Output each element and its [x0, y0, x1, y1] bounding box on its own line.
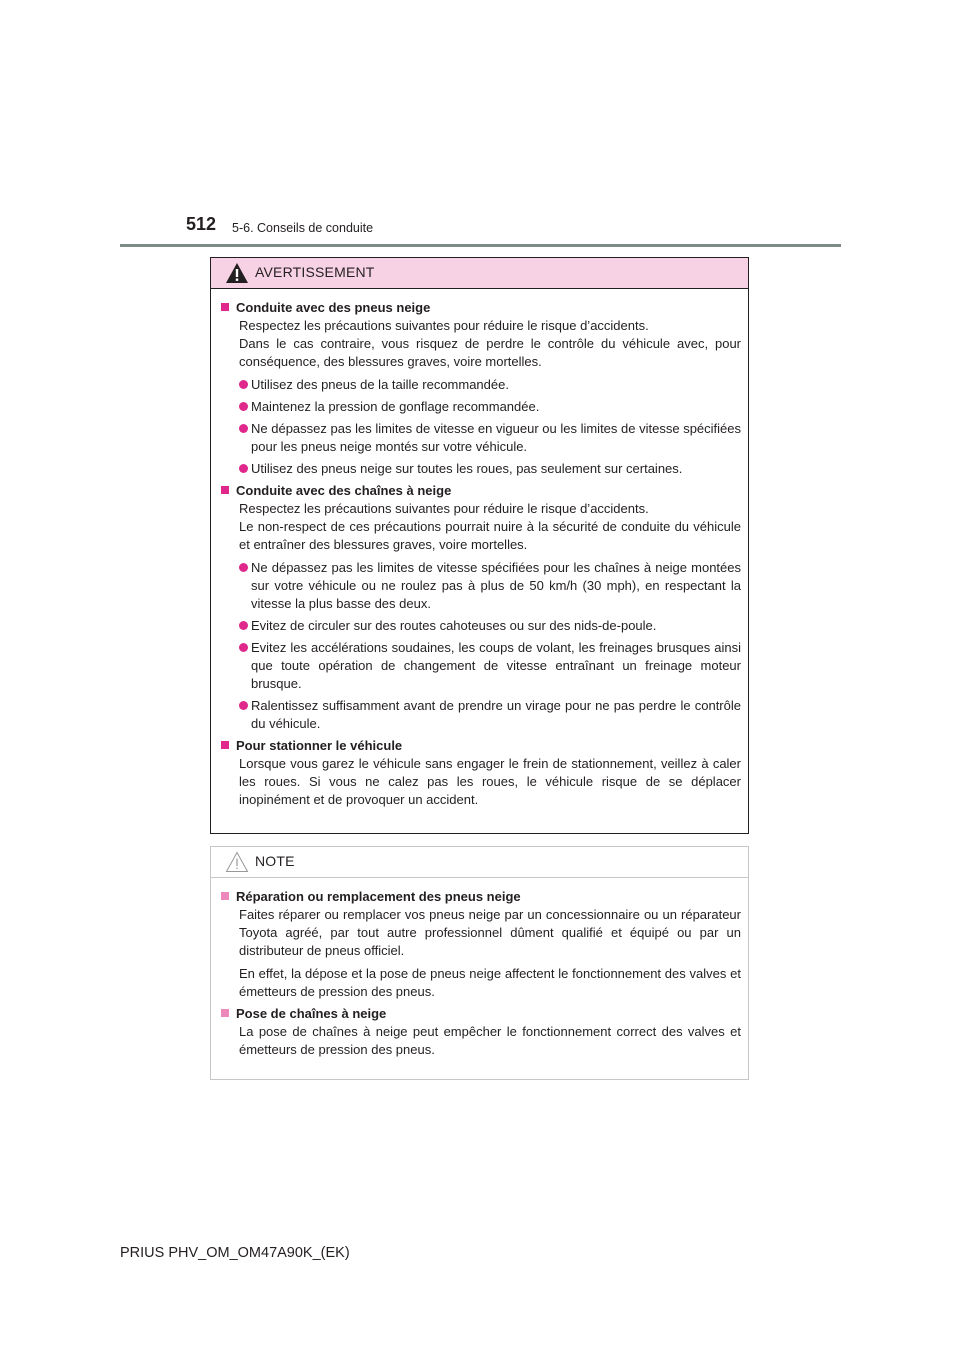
bullet-dot-icon [239, 464, 248, 473]
square-bullet-icon [221, 486, 229, 494]
paragraph: En effet, la dépose et la pose de pneus neige affectent le fonctionnement des valves et émetteurs de pression des pneus. [239, 966, 741, 999]
note-body [211, 878, 748, 1059]
paragraph: Lorsque vous garez le véhicule sans engager le frein de stationnement, veillez à caler les roues. Si vous ne calez pas les roues, le véhicule risque de se déplacer inopinément et de provoquer un accident. [239, 756, 741, 807]
paragraph: Le non-respect de ces précautions pourrait nuire à la sécurité de conduite du véhicule et entraîner des blessures graves, voire mortelles. [239, 519, 741, 552]
square-bullet-icon [221, 303, 229, 311]
bullet-dot-icon [239, 380, 248, 389]
note-label: NOTE [255, 853, 295, 869]
section-heading: Pour stationner le véhicule [211, 737, 741, 755]
list-item: Utilisez des pneus de la taille recommandée. [221, 376, 741, 394]
bullet-dot-icon [239, 563, 248, 572]
warning-header [211, 258, 748, 289]
warning-box [210, 257, 749, 834]
section-heading: Pose de chaînes à neige [211, 1005, 741, 1023]
square-bullet-icon [221, 741, 229, 749]
paragraph: Dans le cas contraire, vous risquez de perdre le contrôle du véhicule avec, pour conséquence, des blessures graves, voire mortelles. [239, 336, 741, 369]
bullet-dot-icon [239, 402, 248, 411]
caution-triangle-icon [225, 851, 249, 873]
header-rule [120, 244, 841, 247]
section-heading: Réparation ou remplacement des pneus neige [211, 888, 741, 906]
section-title: 5-6. Conseils de conduite [232, 221, 374, 235]
list-item: Evitez les accélérations soudaines, les coups de volant, les freinages brusques ainsi que toute opération de changement de vitesse entraînant un freinage moteur brusque. [221, 639, 741, 693]
section-heading: Conduite avec des chaînes à neige [211, 482, 741, 500]
warning-section [221, 299, 741, 478]
bullet-dot-icon [239, 643, 248, 652]
warning-section [221, 737, 741, 809]
paragraph: La pose de chaînes à neige peut empêcher le fonctionnement correct des valves et émetteurs de pression des pneus. [239, 1024, 741, 1057]
list-item: Utilisez des pneus neige sur toutes les roues, pas seulement sur certaines. [221, 460, 741, 478]
warning-label: AVERTISSEMENT [255, 264, 375, 280]
list-item: Ralentissez suffisamment avant de prendre un virage pour ne pas perdre le contrôle du véhicule. [221, 697, 741, 733]
list-item: Evitez de circuler sur des routes cahoteuses ou sur des nids-de-poule. [221, 617, 741, 635]
paragraph: Respectez les précautions suivantes pour réduire le risque d’accidents. [239, 501, 649, 516]
warning-triangle-icon [225, 262, 249, 284]
paragraph: Faites réparer ou remplacer vos pneus neige par un concessionnaire ou un réparateur Toyota agréé, par tout autre professionnel dûment qualifié et équipé ou par un distributeur de pneus officiel. [239, 907, 741, 958]
square-bullet-icon [221, 892, 229, 900]
square-bullet-icon [221, 1009, 229, 1017]
bullet-dot-icon [239, 424, 248, 433]
note-box [210, 846, 749, 1080]
list-item: Maintenez la pression de gonflage recommandée. [221, 398, 741, 416]
list-item: Ne dépassez pas les limites de vitesse en vigueur ou les limites de vitesse spécifiées pour les pneus neige montés sur votre véhicule. [221, 420, 741, 456]
document-code: PRIUS PHV_OM_OM47A90K_(EK) [120, 1245, 350, 1261]
note-section [221, 888, 741, 1001]
warning-section [221, 482, 741, 733]
section-heading: Conduite avec des pneus neige [211, 299, 741, 317]
paragraph: Respectez les précautions suivantes pour réduire le risque d’accidents. [239, 318, 649, 333]
bullet-list [221, 376, 741, 478]
bullet-dot-icon [239, 621, 248, 630]
list-item: Ne dépassez pas les limites de vitesse spécifiées pour les chaînes à neige montées sur votre véhicule ou ne roulez pas à plus de 50 km/h (30 mph), en respectant la vitesse la plus basse des deux. [221, 559, 741, 613]
page-number: 512 [186, 214, 217, 234]
bullet-dot-icon [239, 701, 248, 710]
bullet-list [221, 559, 741, 733]
warning-body [211, 289, 748, 809]
note-header [211, 847, 748, 878]
note-section [221, 1005, 741, 1059]
